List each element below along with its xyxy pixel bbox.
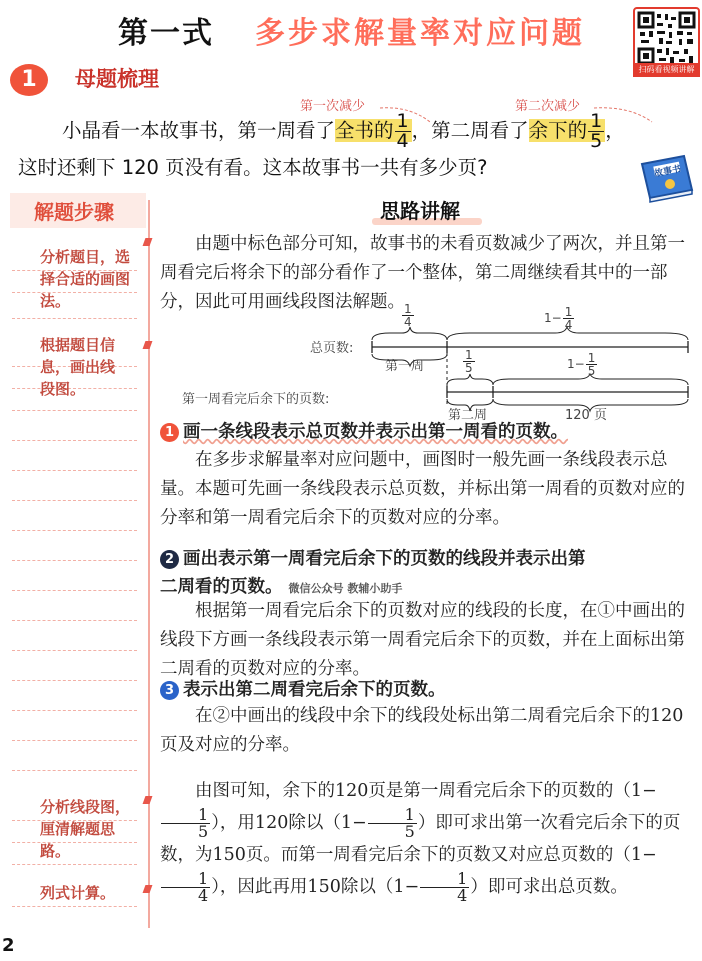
section-number-badge: 1 <box>10 64 48 96</box>
paragraph-step1: 在多步求解量率对应问题中，画图时一般先画一条线段表示总量。本题可先画一条线段表示总页数，并标出第一周看的页数对应的分率和第一周看完后余下的页数对应的分率。 <box>160 450 685 528</box>
paragraph-step2: 根据第一周看完后余下的页数对应的线段的长度，在①中画出的线段下方画一条线段表示第一周看完后余下的页数，并在上面标出第二周看的页数对应的分率。 <box>160 601 685 679</box>
label-120-pages: 120 页 <box>565 408 607 423</box>
page-number: 2 <box>2 935 15 956</box>
fraction-one-quarter: $\frac{1}{4}$ <box>396 110 409 152</box>
step-analyze: 分析题目，选择合适的画图法。 <box>40 248 131 310</box>
step1-number-icon: 1 <box>160 423 179 442</box>
label-one-minus-quarter: 1− $\frac{1}{4}$ <box>544 305 573 332</box>
label-week1: 第一周 <box>385 359 425 374</box>
label-one-minus-fifth: 1− $\frac{1}{5}$ <box>567 351 596 378</box>
label-frac-fifth: $\frac{1}{5}$ <box>465 348 473 375</box>
step-draw: 根据题目信息，画出线段图。 <box>40 336 116 398</box>
section-title: 母题梳理 <box>75 67 159 91</box>
explanation-title: 思路讲解 <box>380 199 460 223</box>
lesson-label: 第一式 <box>118 16 214 51</box>
paragraph-conclusion: 由图可知，余下的120页是第一周看完后余下的页数的（1− $\frac{1}{5}$ ），用120除以（1− $\frac{1}{5}$ ）即可求出第一次看完后余下的页数，为150页。而第一周看完后余下的页数又对应总页数的（1− $\frac{1}{4}$ ），因此再用150除以（1− $\frac{1}{4}$ ）即可求出总页数。 <box>160 781 681 905</box>
step1-heading: 1 画一条线段表示总页数并表示出第一周看的页数。 <box>160 418 700 447</box>
step3-number-icon: 3 <box>160 681 179 700</box>
step3-heading: 3 表示出第二周看完后余下的页数。 <box>160 676 700 705</box>
step2-number-icon: 2 <box>160 550 179 569</box>
paragraph-intro: 由题中标色部分可知，故事书的未看页数减少了两次，并且第一周看完后将余下的部分看作了一个整体，第二周继续看其中的一部分，因此可用画线段图法解题。 <box>160 234 685 312</box>
timeline-marker-2 <box>143 341 153 349</box>
problem-line2: 这时还剩下 120 页没有看。这本故事书一共有多少页? <box>18 156 488 179</box>
storybook-icon <box>634 152 696 204</box>
watermark: 微信公众号 教辅小助手 <box>288 582 403 595</box>
label-remaining-after-week1: 第一周看完后余下的页数: <box>182 392 330 407</box>
problem-highlight-1: 全书的 $\frac{1}{4}$ <box>335 119 412 142</box>
qr-caption: 扫码看视频讲解 <box>633 63 700 77</box>
paragraph-step3: 在②中画出的线段中余下的线段处标出第二周看完后余下的120页及对应的分率。 <box>160 706 684 755</box>
timeline-marker-3 <box>143 796 153 804</box>
timeline-marker-4 <box>143 885 153 893</box>
step2-heading: 2 画出表示第一周看完后余下的页数的线段并表示出第 <box>160 545 700 574</box>
timeline-line <box>148 200 150 928</box>
step-reason: 分析线段图，厘清解题思路。 <box>40 798 131 860</box>
step2-heading-cont: 二周看的页数。 微信公众号 教辅小助手 <box>160 577 403 597</box>
label-week2: 第二周 <box>448 408 488 423</box>
step-compute: 列式计算。 <box>40 884 116 902</box>
problem-seg2: ，第二周看了 <box>411 119 529 142</box>
steps-column-title: 解题步骤 <box>34 200 114 224</box>
label-frac-quarter: $\frac{1}{4}$ <box>404 302 412 329</box>
problem-highlight-2: 余下的 $\frac{1}{5}$ <box>529 119 606 142</box>
label-total-pages: 总页数: <box>310 341 354 356</box>
problem-seg1: 小晶看一本故事书，第一周看了 <box>62 119 336 142</box>
timeline-marker-1 <box>143 238 153 246</box>
annotation-first-decrease: 第一次减少 <box>300 99 366 114</box>
fraction-one-fifth: $\frac{1}{5}$ <box>590 110 603 152</box>
annotation-second-decrease: 第二次减少 <box>515 99 581 114</box>
problem-text: 小晶看一本故事书，第一周看了全书的 $\frac{1}{4}$ ，第二周看了余下的 $\frac{1}{5}$ ， 这时还剩下 120 页没有看。这本故事书一共有多少页? <box>18 112 688 184</box>
lesson-title: 多步求解量率对应问题 <box>255 16 585 51</box>
book-label: 故事书 <box>653 164 683 180</box>
line-segment-diagram <box>160 302 700 423</box>
